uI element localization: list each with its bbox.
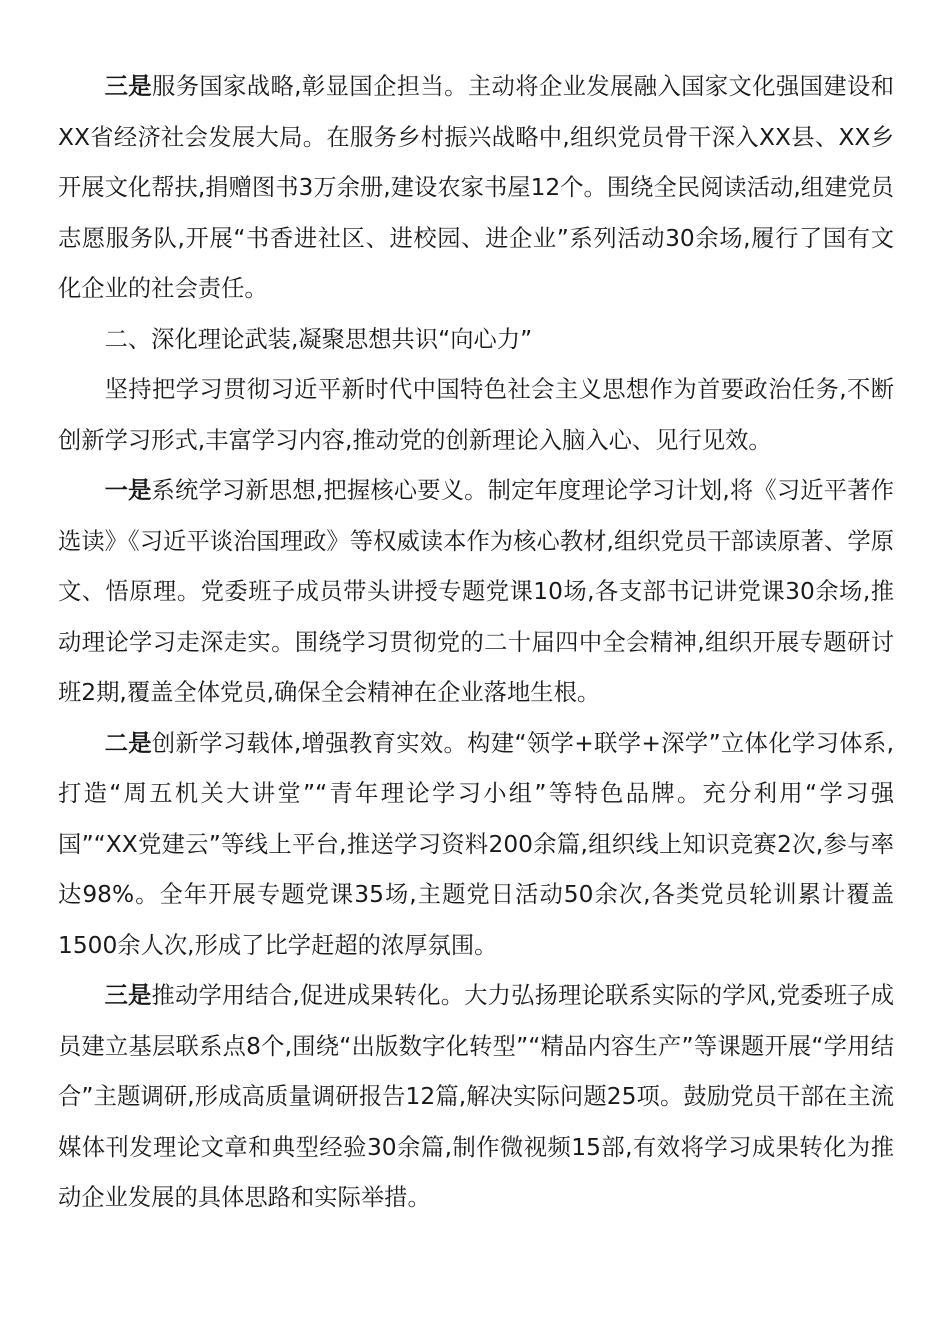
paragraph-study-application (58, 971, 894, 1224)
document-body (58, 62, 894, 1224)
section-heading: 二、深化理论武装,凝聚思想共识“向心力” (104, 325, 533, 353)
paragraph-lead: 三是 (104, 982, 152, 1009)
paragraph-text: 推动学用结合,促进成果转化。大力弘扬理论联系实际的学风,党委班子成员建立基层联系点8个,围绕“出版数字化转型”“精品内容生产”等课题开展“学用结合”主题调研,形成高质量调研报告12篇,解决实际问题25项。鼓励党员干部在主流媒体刊发理论文章和典型经验30余篇,制作微视频15部,有效将学习成果转化为推动企业发展的具体思路和实际举措。 (58, 982, 894, 1211)
paragraph-text: 创新学习载体,增强教育实效。构建“领学+联学+深学”立体化学习体系,打造“周五机关大讲堂”“青年理论学习小组”等特色品牌。充分利用“学习强国”“XX党建云”等线上平台,推送学习资料200余篇,组织线上知识竞赛2次,参与率达98%。全年开展专题党课35场,主题党日活动50余次,各类党员轮训累计覆盖1500余人次,形成了比学赶超的浓厚氛围。 (58, 729, 894, 959)
paragraph-lead: 二是 (104, 729, 152, 757)
paragraph-study-thought (58, 466, 894, 719)
paragraph-learning-carrier (58, 719, 894, 972)
paragraph-lead: 一是 (104, 477, 152, 504)
paragraph-text: 服务国家战略,彰显国企担当。主动将企业发展融入国家文化强国建设和XX省经济社会发展大局。在服务乡村振兴战略中,组织党员骨干深入XX县、XX乡开展文化帮扶,捐赠图书3万余册,建设农家书屋12个。围绕全民阅读活动,组建党员志愿服务队,开展“书香进社区、进校园、进企业”系列活动30余场,履行了国有文化企业的社会责任。 (58, 73, 895, 302)
paragraph-lead: 三是 (104, 73, 152, 100)
paragraph-text: 坚持把学习贯彻习近平新时代中国特色社会主义思想作为首要政治任务,不断创新学习形式,丰富学习内容,推动党的创新理论入脑入心、见行见效。 (58, 376, 894, 454)
paragraph-text: 系统学习新思想,把握核心要义。制定年度理论学习计划,将《习近平著作选读》《习近平谈治国理政》等权威读本作为核心教材,组织党员干部读原著、学原文、悟原理。党委班子成员带头讲授专题党课10场,各支部书记讲党课30余场,推动理论学习走深走实。围绕学习贯彻党的二十届四中全会精神,组织开展专题研讨班2期,覆盖全体党员,确保全会精神在企业落地生根。 (58, 477, 894, 706)
paragraph-service-strategy (58, 62, 894, 315)
paragraph-intro (58, 365, 894, 466)
